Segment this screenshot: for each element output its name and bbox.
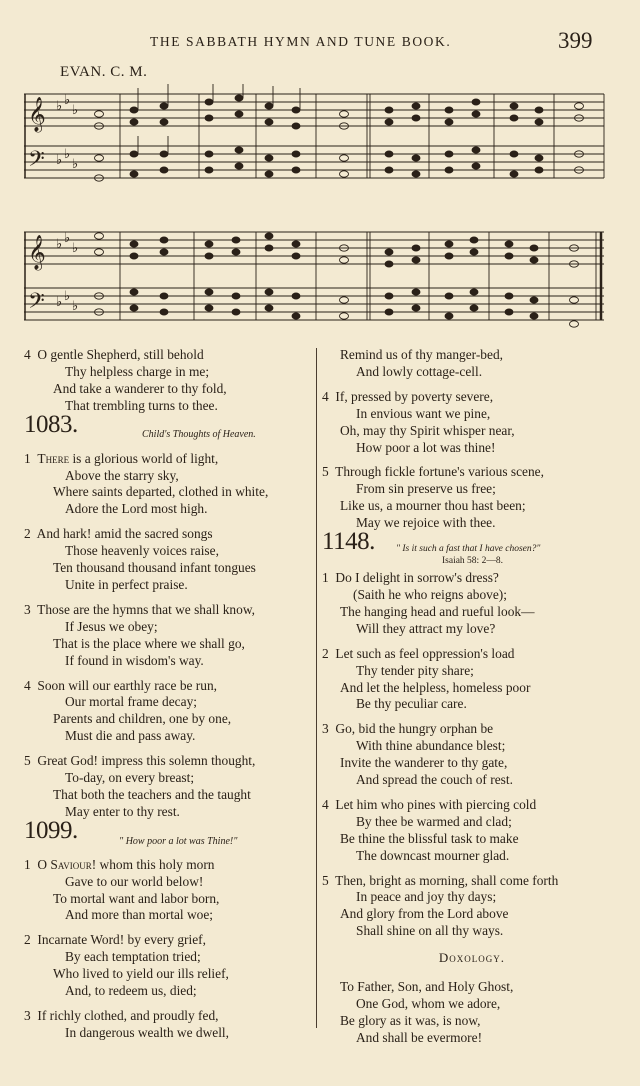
svg-text:♭: ♭ [56,236,63,251]
verse-text: O Saviour! [37,856,97,872]
right-column [322,347,622,1047]
verse-text: Let him who pines with piercing cold [335,796,537,812]
verse-text: Incarnate Word! by every grief, [37,932,206,948]
verse-text: By each temptation tried; [65,949,201,965]
verse-text: Thy helpless charge in me; [65,363,210,379]
stanza-spacer [322,789,622,797]
verse-text: 4 [24,677,31,693]
svg-text:♭: ♭ [64,146,71,161]
stanza-spacer [24,1000,314,1008]
verse-text: To-day, on every breast; [65,770,195,786]
verse-text: 1 [322,570,329,586]
svg-text:♭: ♭ [72,102,79,117]
running-head: THE SABBATH HYMN AND TUNE BOOK. [150,34,452,49]
verse-line [24,678,314,695]
verse-line [322,464,622,481]
verse-text: 3 [24,601,31,617]
svg-text:♭: ♭ [64,230,71,245]
verse-text: If richly clothed, and proudly fed, [37,1008,219,1023]
verse-text: is a glorious world of light, [72,450,219,466]
verse-text: And spread the couch of rest. [356,772,513,788]
verse-text: The downcast mourner glad. [356,847,510,863]
stanza-spacer [24,670,314,678]
stanza-spacer [322,381,622,389]
verse-text: Parents and children, one by one, [53,711,232,727]
scripture-reference: Isaiah 58: 2—8. [442,556,503,567]
verse-line [322,873,622,890]
verse-text: whom this holy morn [99,856,215,872]
svg-text:♭: ♭ [72,298,79,313]
verse-line [24,753,314,770]
verse-text: 2 [322,645,329,661]
verse-line [24,451,314,468]
verse-text: The hanging head and rueful look— [340,603,535,619]
svg-text:♭: ♭ [56,294,63,309]
verse-text: O gentle Shepherd, still behold [37,347,204,362]
verse-text: Do I delight in sorrow's dress? [335,570,499,586]
svg-text:𝄢: 𝄢 [28,289,45,318]
verse-text: By thee be warmed and clad; [356,813,512,829]
hymn-number: 1083. [24,410,78,438]
verse-text: Invite the wanderer to thy gate, [340,755,508,771]
verse-text: Soon will our earthly race be run, [37,677,218,693]
verse-line [322,570,622,587]
verse-text: 4 [322,796,329,812]
verse-text: 5 [322,872,329,888]
verse-line [24,602,314,619]
verse-text: Through fickle fortune's various scene, [335,464,544,480]
svg-text:♭: ♭ [64,288,71,303]
verse-text: Like us, a mourner thou hast been; [340,498,526,514]
stanza-spacer [322,456,622,464]
svg-text:𝄞: 𝄞 [28,98,46,131]
svg-text:♭: ♭ [56,98,63,113]
verse-text: There [37,450,70,466]
verse-text: And, to redeem us, died; [65,983,197,999]
verse-text: And let the helpless, homeless poor [340,679,531,695]
verse-text: That both the teachers and the taught [53,786,251,802]
verse-text: 3 [322,721,329,737]
verse-text: 5 [322,464,329,480]
verse-text: And lowly cottage-cell. [356,363,483,379]
verse-text: 4 [24,347,31,362]
svg-text:𝄢: 𝄢 [28,147,45,176]
verse-text: And hark! amid the sacred songs [36,526,213,542]
verse-text: 3 [24,1008,31,1023]
tune-name: EVAN. C. M. [60,64,148,80]
hymn-title: Child's Thoughts of Heaven. [142,428,256,440]
verse-line [24,857,314,874]
doxology-heading: Doxology. [438,950,506,966]
hymn-1148-heading [322,528,622,570]
hymn-number: 1148. [322,528,375,556]
music-system-2 [24,222,608,334]
verse-text: Gave to our world below! [65,873,204,889]
hymn-title: " Is it such a fast that I have chosen?" [396,544,541,555]
column-divider [316,348,317,1028]
verse-line [24,932,314,949]
verse-text: To Father, Son, and Holy Ghost, [340,979,514,995]
verse-text: Must die and pass away. [65,728,196,744]
stanza-spacer [322,713,622,721]
svg-text:♭: ♭ [72,156,79,171]
verse-text: Our mortal frame decay; [65,694,197,710]
verse-text: And shall be evermore! [356,1029,483,1045]
stanza-spacer [322,865,622,873]
verse-text: That trembling turns to thee. [65,397,218,413]
verse-text: And glory from the Lord above [340,906,509,922]
verse-text: Remind us of thy manger-bed, [340,347,503,362]
verse-text: From sin preserve us free; [356,481,496,497]
verse-text: That is the place where we shall go, [53,635,245,651]
verse-text: 1 [24,450,31,466]
stanza-spacer [322,638,622,646]
verse-text: 2 [24,526,31,542]
left-column [24,347,314,1042]
verse-text: Be thy peculiar care. [356,696,467,712]
verse-text: Thy tender pity share; [356,662,474,678]
verse-text: In dangerous wealth we dwell, [65,1024,229,1040]
stanza-spacer [24,745,314,753]
verse-line [24,1008,314,1025]
svg-text:♭: ♭ [56,152,63,167]
verse-line [24,347,314,364]
music-system-1 [24,84,608,194]
svg-text:𝄞: 𝄞 [28,236,46,269]
verse-text: Where saints departed, clothed in white, [53,484,269,500]
stanza-spacer [24,594,314,602]
verse-text: 2 [24,932,31,948]
verse-text: Who lived to yield our ills relief, [53,966,229,982]
verse-line [322,721,622,738]
hymn-title: " How poor a lot was Thine!" [119,835,238,847]
hymn-1099-heading [24,816,314,857]
verse-text: Those are the hymns that we shall know, [37,601,255,617]
verse-text: If found in wisdom's way. [65,652,204,668]
verse-text: To mortal want and labor born, [53,890,220,906]
verse-text: Unite in perfect praise. [65,576,188,592]
verse-text: Let such as feel oppression's load [335,645,515,661]
verse-text: If, pressed by poverty severe, [335,388,494,404]
svg-text:♭: ♭ [72,240,79,255]
verse-text: Ten thousand thousand infant tongues [53,560,256,576]
verse-text: Be glory as it was, is now, [340,1012,481,1028]
verse-text: 4 [322,388,329,404]
verse-text: How poor a lot was thine! [356,439,496,455]
stanza-spacer [24,518,314,526]
page-number: 399 [558,28,593,53]
verse-text: Shall shine on all thy ways. [356,923,504,939]
verse-text: Above the starry sky, [65,467,179,483]
verse-text: In envious want we pine, [356,405,491,421]
verse-line [322,797,622,814]
hymn-number: 1099. [24,816,78,844]
verse-text: Great God! impress this solemn thought, [37,753,256,769]
verse-text: With thine abundance blest; [356,738,506,754]
verse-text: And more than mortal woe; [65,907,214,923]
verse-text: One God, whom we adore, [356,996,501,1011]
verse-line [24,526,314,543]
verse-line [322,389,622,406]
verse-line [322,646,622,663]
verse-text: Be thine the blissful task to make [340,830,519,846]
verse-text: Then, bright as morning, shall come forth [335,872,559,888]
verse-text: May we rejoice with thee. [356,515,496,531]
stanza-spacer [24,924,314,932]
verse-text: And take a wanderer to thy fold, [53,380,227,396]
verse-text: 1 [24,856,31,872]
verse-text: Those heavenly voices raise, [65,543,219,559]
verse-text: In peace and joy thy days; [356,889,497,905]
verse-text: Go, bid the hungry orphan be [335,721,494,737]
verse-text: If Jesus we obey; [65,618,158,634]
verse-text: May enter to thy rest. [65,803,180,819]
svg-text:♭: ♭ [64,92,71,107]
verse-text: (Saith he who reigns above); [353,586,507,602]
verse-text: Will they attract my love? [356,620,496,636]
verse-text: Oh, may thy Spirit whisper near, [340,422,515,438]
verse-text: Adore the Lord most high. [65,501,208,517]
hymn-1083-heading [24,410,314,451]
verse-text: 5 [24,753,31,769]
